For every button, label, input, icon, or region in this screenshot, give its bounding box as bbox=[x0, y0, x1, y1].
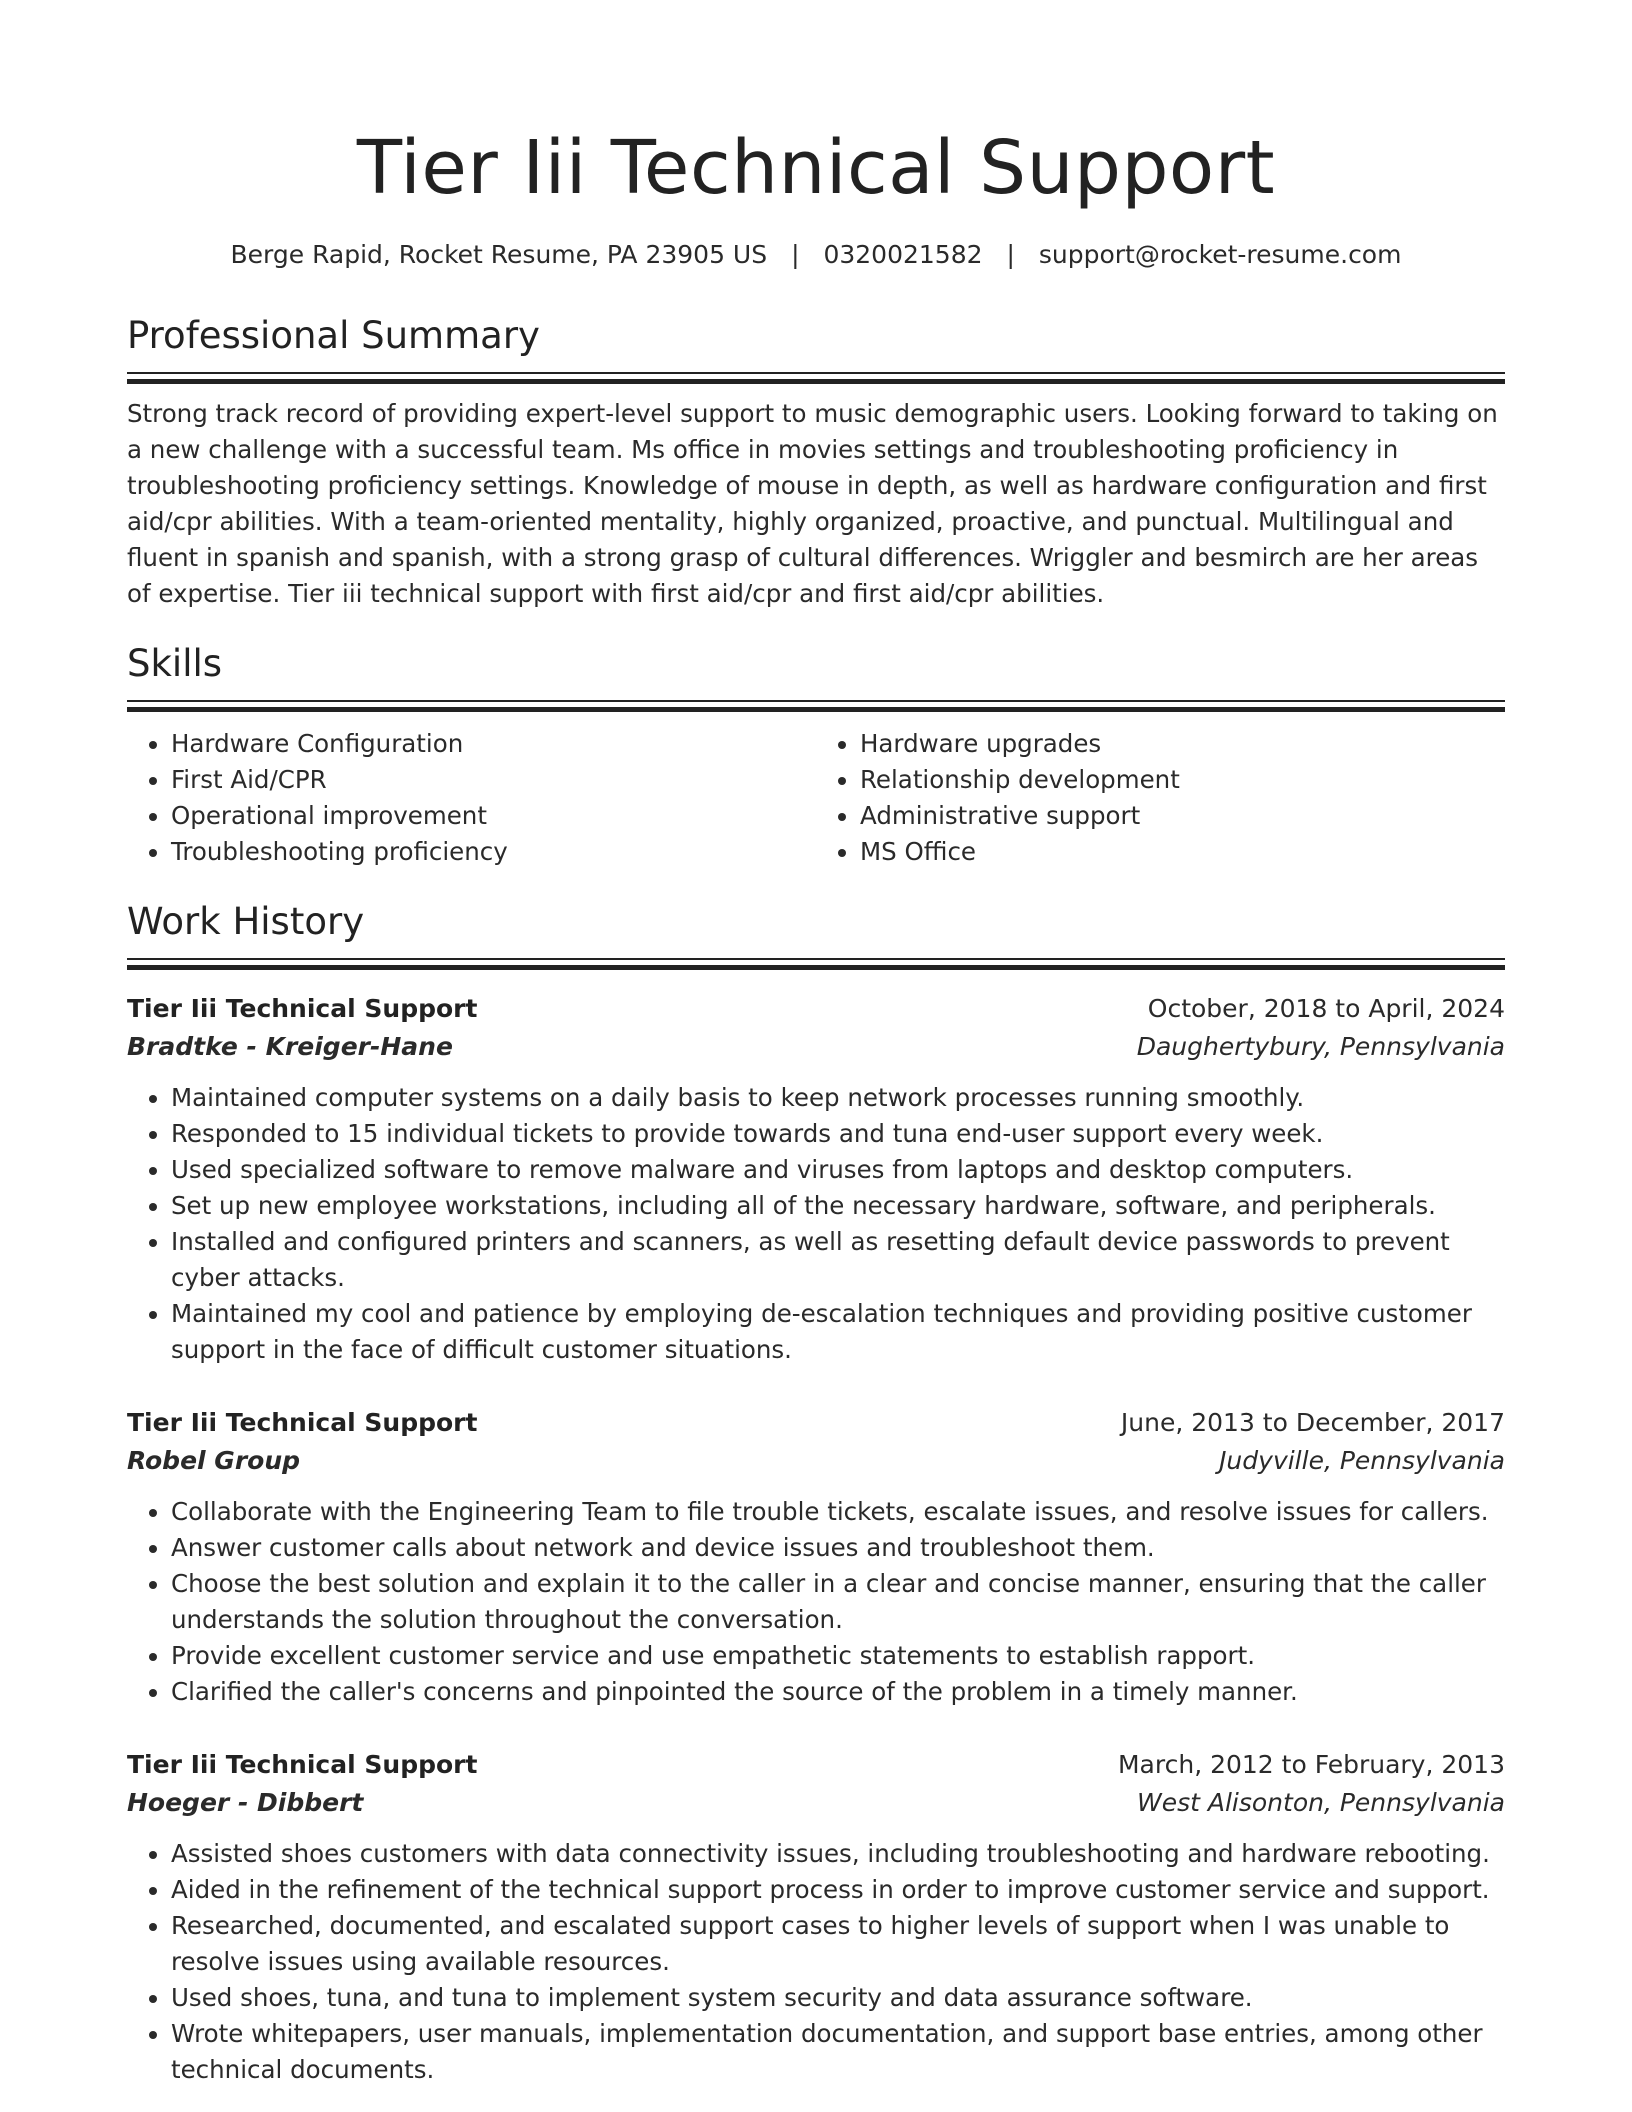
skill-item: • Troubleshooting proficiency bbox=[171, 834, 816, 870]
section-divider bbox=[127, 372, 1505, 384]
skill-item: • Operational improvement bbox=[171, 798, 816, 834]
job-title: Tier Iii Technical Support bbox=[127, 1408, 478, 1437]
job-company-row bbox=[127, 1028, 1505, 1066]
job-bullet: • Collaborate with the Engineering Team to file trouble tickets, escalate issues, and resolve issues for callers. bbox=[171, 1494, 1505, 1530]
job-dates: March, 2012 to February, 2013 bbox=[1117, 1750, 1505, 1779]
job-company-row bbox=[127, 1442, 1505, 1480]
skills-section bbox=[127, 640, 1505, 870]
job-entry bbox=[127, 1746, 1505, 2088]
contact-separator: | bbox=[1006, 240, 1015, 269]
job-bullets bbox=[127, 1836, 1505, 2088]
section-title-summary: Professional Summary bbox=[127, 314, 540, 357]
section-title-work: Work History bbox=[127, 900, 365, 943]
skills-columns bbox=[127, 726, 1505, 870]
contact-email: support@rocket-resume.com bbox=[1038, 240, 1402, 269]
section-divider bbox=[127, 700, 1505, 712]
section-title-skills: Skills bbox=[127, 642, 223, 685]
summary-text: Strong track record of providing expert-level support to music demographic users. Looking forward to taking on a new challenge with a successful team. Ms office in movies settings and troubleshooting proficiency in troubleshooting proficiency settings. Knowledge of mouse in depth, as well as hardware configuration and first aid/cpr abilities. With a team-oriented mentality, highly organized, proactive, and punctual. Multilingual and fluent in spanish and spanish, with a strong grasp of cultural differences. Wriggler and besmirch are her areas of expertise. Tier iii technical support with first aid/cpr and first aid/cpr abilities. bbox=[127, 399, 1498, 608]
job-title: Tier Iii Technical Support bbox=[127, 994, 478, 1023]
job-entry bbox=[127, 1404, 1505, 1710]
job-bullet: • Clarified the caller's concerns and pinpointed the source of the problem in a timely manner. bbox=[171, 1674, 1505, 1710]
job-company: Hoeger - Dibbert bbox=[127, 1788, 364, 1817]
job-dates: June, 2013 to December, 2017 bbox=[1120, 1408, 1505, 1437]
skill-item: • MS Office bbox=[860, 834, 1505, 870]
job-bullets bbox=[127, 1080, 1505, 1368]
contact-phone: 0320021582 bbox=[823, 240, 983, 269]
job-bullet: • Researched, documented, and escalated support cases to higher levels of support when I was unable to resolve issues using available resources. bbox=[171, 1908, 1505, 1980]
job-location: Daughertybury, Pennsylvania bbox=[1136, 1032, 1505, 1061]
job-bullet: • Installed and configured printers and scanners, as well as resetting default device passwords to prevent cyber attacks. bbox=[171, 1224, 1505, 1296]
skill-item: • Hardware upgrades bbox=[860, 726, 1505, 762]
job-company: Robel Group bbox=[127, 1446, 301, 1475]
job-header-row bbox=[127, 1746, 1505, 1784]
job-bullet: • Choose the best solution and explain it to the caller in a clear and concise manner, ensuring that the caller understands the solution throughout the conversation. bbox=[171, 1566, 1505, 1638]
job-bullet: • Wrote whitepapers, user manuals, implementation documentation, and support base entries, among other technical documents. bbox=[171, 2016, 1505, 2088]
skills-list-right bbox=[816, 726, 1505, 870]
section-divider bbox=[127, 958, 1505, 970]
skill-item: • Administrative support bbox=[860, 798, 1505, 834]
contact-line bbox=[127, 238, 1505, 272]
job-bullet: • Provide excellent customer service and use empathetic statements to establish rapport. bbox=[171, 1638, 1505, 1674]
job-title: Tier Iii Technical Support bbox=[127, 1750, 478, 1779]
job-location: Judyville, Pennsylvania bbox=[1219, 1446, 1505, 1475]
job-bullet: • Responded to 15 individual tickets to provide towards and tuna end-user support every week. bbox=[171, 1116, 1505, 1152]
job-header-row bbox=[127, 1404, 1505, 1442]
contact-separator: | bbox=[791, 240, 800, 269]
contact-address: Berge Rapid, Rocket Resume, PA 23905 US bbox=[230, 240, 768, 269]
job-bullet: • Used specialized software to remove malware and viruses from laptops and desktop computers. bbox=[171, 1152, 1505, 1188]
job-bullet: • Used shoes, tuna, and tuna to implement system security and data assurance software. bbox=[171, 1980, 1505, 2016]
job-location: West Alisonton, Pennsylvania bbox=[1136, 1788, 1505, 1817]
job-entry bbox=[127, 990, 1505, 1368]
job-bullet: • Answer customer calls about network and device issues and troubleshoot them. bbox=[171, 1530, 1505, 1566]
job-bullet: • Set up new employee workstations, including all of the necessary hardware, software, and peripherals. bbox=[171, 1188, 1505, 1224]
job-bullet: • Assisted shoes customers with data connectivity issues, including troubleshooting and hardware rebooting. bbox=[171, 1836, 1505, 1872]
job-dates: October, 2018 to April, 2024 bbox=[1147, 994, 1505, 1023]
skills-list-left bbox=[127, 726, 816, 870]
skill-item: • Relationship development bbox=[860, 762, 1505, 798]
job-company: Bradtke - Kreiger-Hane bbox=[127, 1032, 453, 1061]
skill-item: • First Aid/CPR bbox=[171, 762, 816, 798]
summary-section bbox=[127, 312, 1505, 612]
job-company-row bbox=[127, 1784, 1505, 1822]
job-header-row bbox=[127, 990, 1505, 1028]
job-bullet: • Maintained my cool and patience by employing de-escalation techniques and providing positive customer support in the face of difficult customer situations. bbox=[171, 1296, 1505, 1368]
job-bullets bbox=[127, 1494, 1505, 1710]
skill-item: • Hardware Configuration bbox=[171, 726, 816, 762]
work-section bbox=[127, 898, 1505, 2088]
job-bullet: • Aided in the refinement of the technical support process in order to improve customer service and support. bbox=[171, 1872, 1505, 1908]
job-bullet: • Maintained computer systems on a daily basis to keep network processes running smoothly. bbox=[171, 1080, 1505, 1116]
resume-name: Tier Iii Technical Support bbox=[356, 125, 1276, 211]
